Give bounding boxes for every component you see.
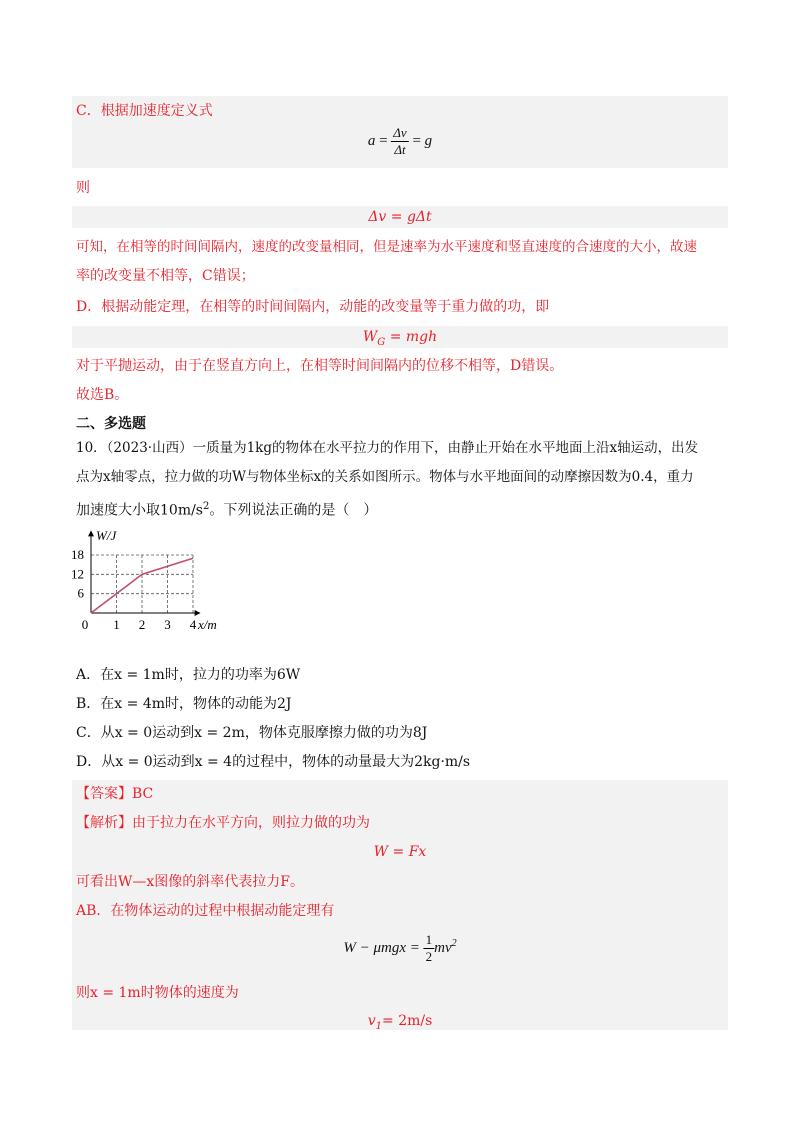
c-reason-line1: 可知，在相等的时间间隔内，速度的改变量相同，但是速率为水平速度和竖直速度的合速度的大小，故速 [76,239,697,255]
d-intro: D．根据动能定理，在相等的时间间隔内，动能的改变量等于重力做的功，即 [76,299,550,315]
analysis-line [76,813,370,833]
c-formula: a = $\frac{\Delta v}{\Delta t}$ = g [367,125,433,157]
analysis-formula1: W = Fx [373,844,427,860]
analysis-formula2-left: W − μmgx = [343,939,424,956]
c-formula2: Δv = gΔt [368,209,432,225]
c-intro: C．根据加速度定义式 [76,103,213,119]
answer-line [76,784,153,804]
work-displacement-chart [66,526,236,638]
y-axis-label: W/J [96,528,117,543]
x-axis-label: x/m [198,617,217,632]
c-then: 则 [76,180,90,196]
d-formula [363,327,437,353]
c-formula-rhs: g [424,132,433,149]
c-reason-line2: 率的改变量不相等，C错误； [76,268,255,284]
answer-label: 【答案】 [76,786,132,802]
c-formula-lhs: a [367,132,376,149]
d-conclusion: 故选B。 [76,387,129,403]
analysis-formula2-sup: 2 [451,937,457,949]
analysis-formula2-right: mv [434,939,452,956]
analysis-ab-intro: AB．在物体运动的过程中根据动能定理有 [76,903,335,919]
y-tick-label-6: 6 [77,585,84,601]
x-tick-label-3: 3 [164,617,171,632]
question-line2: 点为x轴零点，拉力做的功W与物体坐标x的关系如图所示。物体与水平地面间的动摩擦因数为0.4，重力 [76,469,694,485]
option-b: B．在x = 4m时，物体的动能为2J [76,696,292,712]
d-formula-rest: = mgh [385,329,438,345]
section-title: 二、多选题 [76,416,146,432]
option-c: C．从x = 0运动到x = 2m，物体克服摩擦力做的功为8J [76,725,428,741]
question-line3-sup: 2 [203,501,210,512]
d-reason: 对于平抛运动，由于在竖直方向上，在相等时间间隔内的位移不相等，D错误。 [76,358,564,374]
y-tick-label-18: 18 [71,547,84,562]
analysis-formula3 [368,1011,433,1037]
analysis-formula2-num: 1 [425,932,433,947]
question-line3 [76,497,377,521]
c-formula-num: Δv [393,125,407,140]
c-formula-fraction [391,125,408,158]
x-tick-label-2: 2 [138,617,146,632]
analysis-formula2 [343,932,456,965]
analysis-formula3-sub: 1 [375,1020,383,1032]
x-tick-label-1: 1 [113,617,120,632]
c-formula-den: Δt [394,142,406,157]
x-tick-label-4: 4 [189,617,197,632]
d-formula-main: W [362,329,378,345]
d-formula-sub: G [377,336,386,348]
answer-value: BC [132,786,154,802]
analysis-formula3-main: v [367,1013,376,1029]
option-a: A．在x = 1m时，拉力的功率为6W [76,667,301,683]
analysis-formula3-rest: = 2m/s [382,1013,433,1029]
question-line3-b: 。下列说法正确的是（ ） [209,502,378,519]
question-line3-a: 加速度大小取10m/s [76,502,203,519]
question-line1: 10．（2023·山西）一质量为1kg的物体在水平拉力的作用下，由静止开始在水平地面上沿x轴运动，出发 [76,440,699,456]
analysis-intro: 由于拉力在水平方向，则拉力做的功为 [132,815,370,831]
analysis-slope-note: 可看出W—x图像的斜率代表拉力F。 [76,874,304,890]
y-tick-label-12: 12 [71,566,84,582]
analysis-formula2-fraction [424,932,435,965]
analysis-velocity-intro: 则x = 1m时物体的速度为 [76,985,239,1001]
analysis-formula2-den: 2 [425,949,433,964]
chart-ticks [71,547,197,632]
analysis-label: 【解析】 [76,815,132,831]
origin-label: 0 [81,617,89,632]
option-d: D．从x = 0运动到x = 4的过程中，物体的动量最大为2kg·m/s [76,754,471,770]
